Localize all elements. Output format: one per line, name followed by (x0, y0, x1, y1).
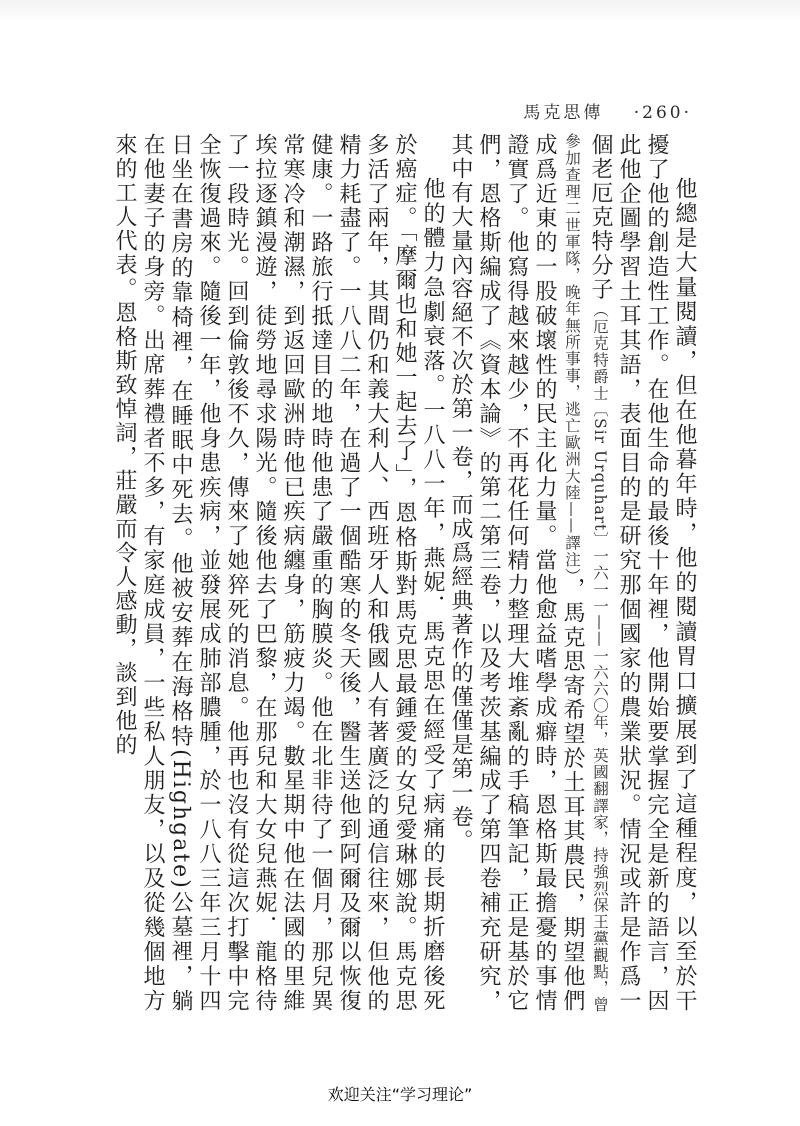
paragraph-2: 他的體力急劇衰落。一八八一年，燕妮．馬克思在經受了病痛的長期折磨後死於癌症。「摩爾也和她一起去了」，恩格斯對馬克思最鍾愛的女兒愛琳娜說。馬克思多活了兩年，其間仍和義大利人、西班牙人和俄國人有著廣泛的通信往來，但他的精力耗盡了。一八八二年，在過了一個酷寒的冬天後，醫生送他到阿爾及爾以恢復健康。一路旅行抵達目的地時他患了嚴重的胸膜炎。他在北非待了一個月，那兒異常寒冷和潮濕，到返回歐洲時他已疾病纏身，筋疲力竭。數星期中他在法國的里維埃拉逐鎮漫遊，徒勞地尋求陽光。隨後他去了巴黎，在那兒和大女兒燕妮．龍格待了一段時光。回到倫敦後不久，傳來了她猝死的消息。他再也沒有從這次打擊中完全恢復過來。隨後一年，他身患疾病，並發展成肺部膿腫，於一八八三年三月十四日坐在書房的靠椅裡，在睡眠中死去。他被安葬在海格特(Highgate)公墓裡，躺在他妻子的身旁。出席葬禮者不多，有家庭成員，一些私人朋友，以及從幾個地方來的工人代表。恩格斯致悼詞，莊嚴而令人感動，談到他的 (112, 133, 445, 1013)
vertical-text-body (108, 133, 698, 1013)
paragraph-1 (446, 133, 698, 1013)
page-number: ·260· (633, 103, 692, 123)
paragraph-1-text-b: ，馬克思寄希望於土耳其農民，期望他們成爲近東的一股破壞性的民主化力量。當他愈益嗜學成癖時，恩格斯最擔憂的事情證實了。他寫得越來越少，不再花任何精力整理大堆紊亂的手稿筆記，正是基於它們，恩格斯編成了《資本論》的第二第三卷，以及考茨基編成了第四卷補充研究，其中有大量內容絕不次於第一卷，而成爲經典著作的僅僅是第一卷。 (448, 133, 585, 1013)
running-head (523, 98, 692, 123)
book-title: 馬克思傳 (523, 103, 604, 123)
translator-note: （厄克特爵士〔Sir Urquhart〕一六一一——一六六〇年，英國翻譯家，持強烈保王黨觀點，曾參加查理二世軍隊，晚年無所事事，逃亡歐洲大陸——譯注） (563, 133, 609, 1013)
paragraph-1-text-a: 他總是大量閱讀，但在他暮年時，他的閱讀胃口擴展到了這種程度，以至於干擾了他的創造性工作。在他生命的最後十年裡，他開始要掌握完全是新的語言，因此他企圖學習土耳其語，表面目的是研究那個國家的農業狀況。情況或許是作爲一個老厄克特分子 (588, 133, 697, 1013)
footer-watermark: 欢迎关注“学习理论” (327, 1085, 473, 1104)
top-shadow (0, 0, 800, 22)
